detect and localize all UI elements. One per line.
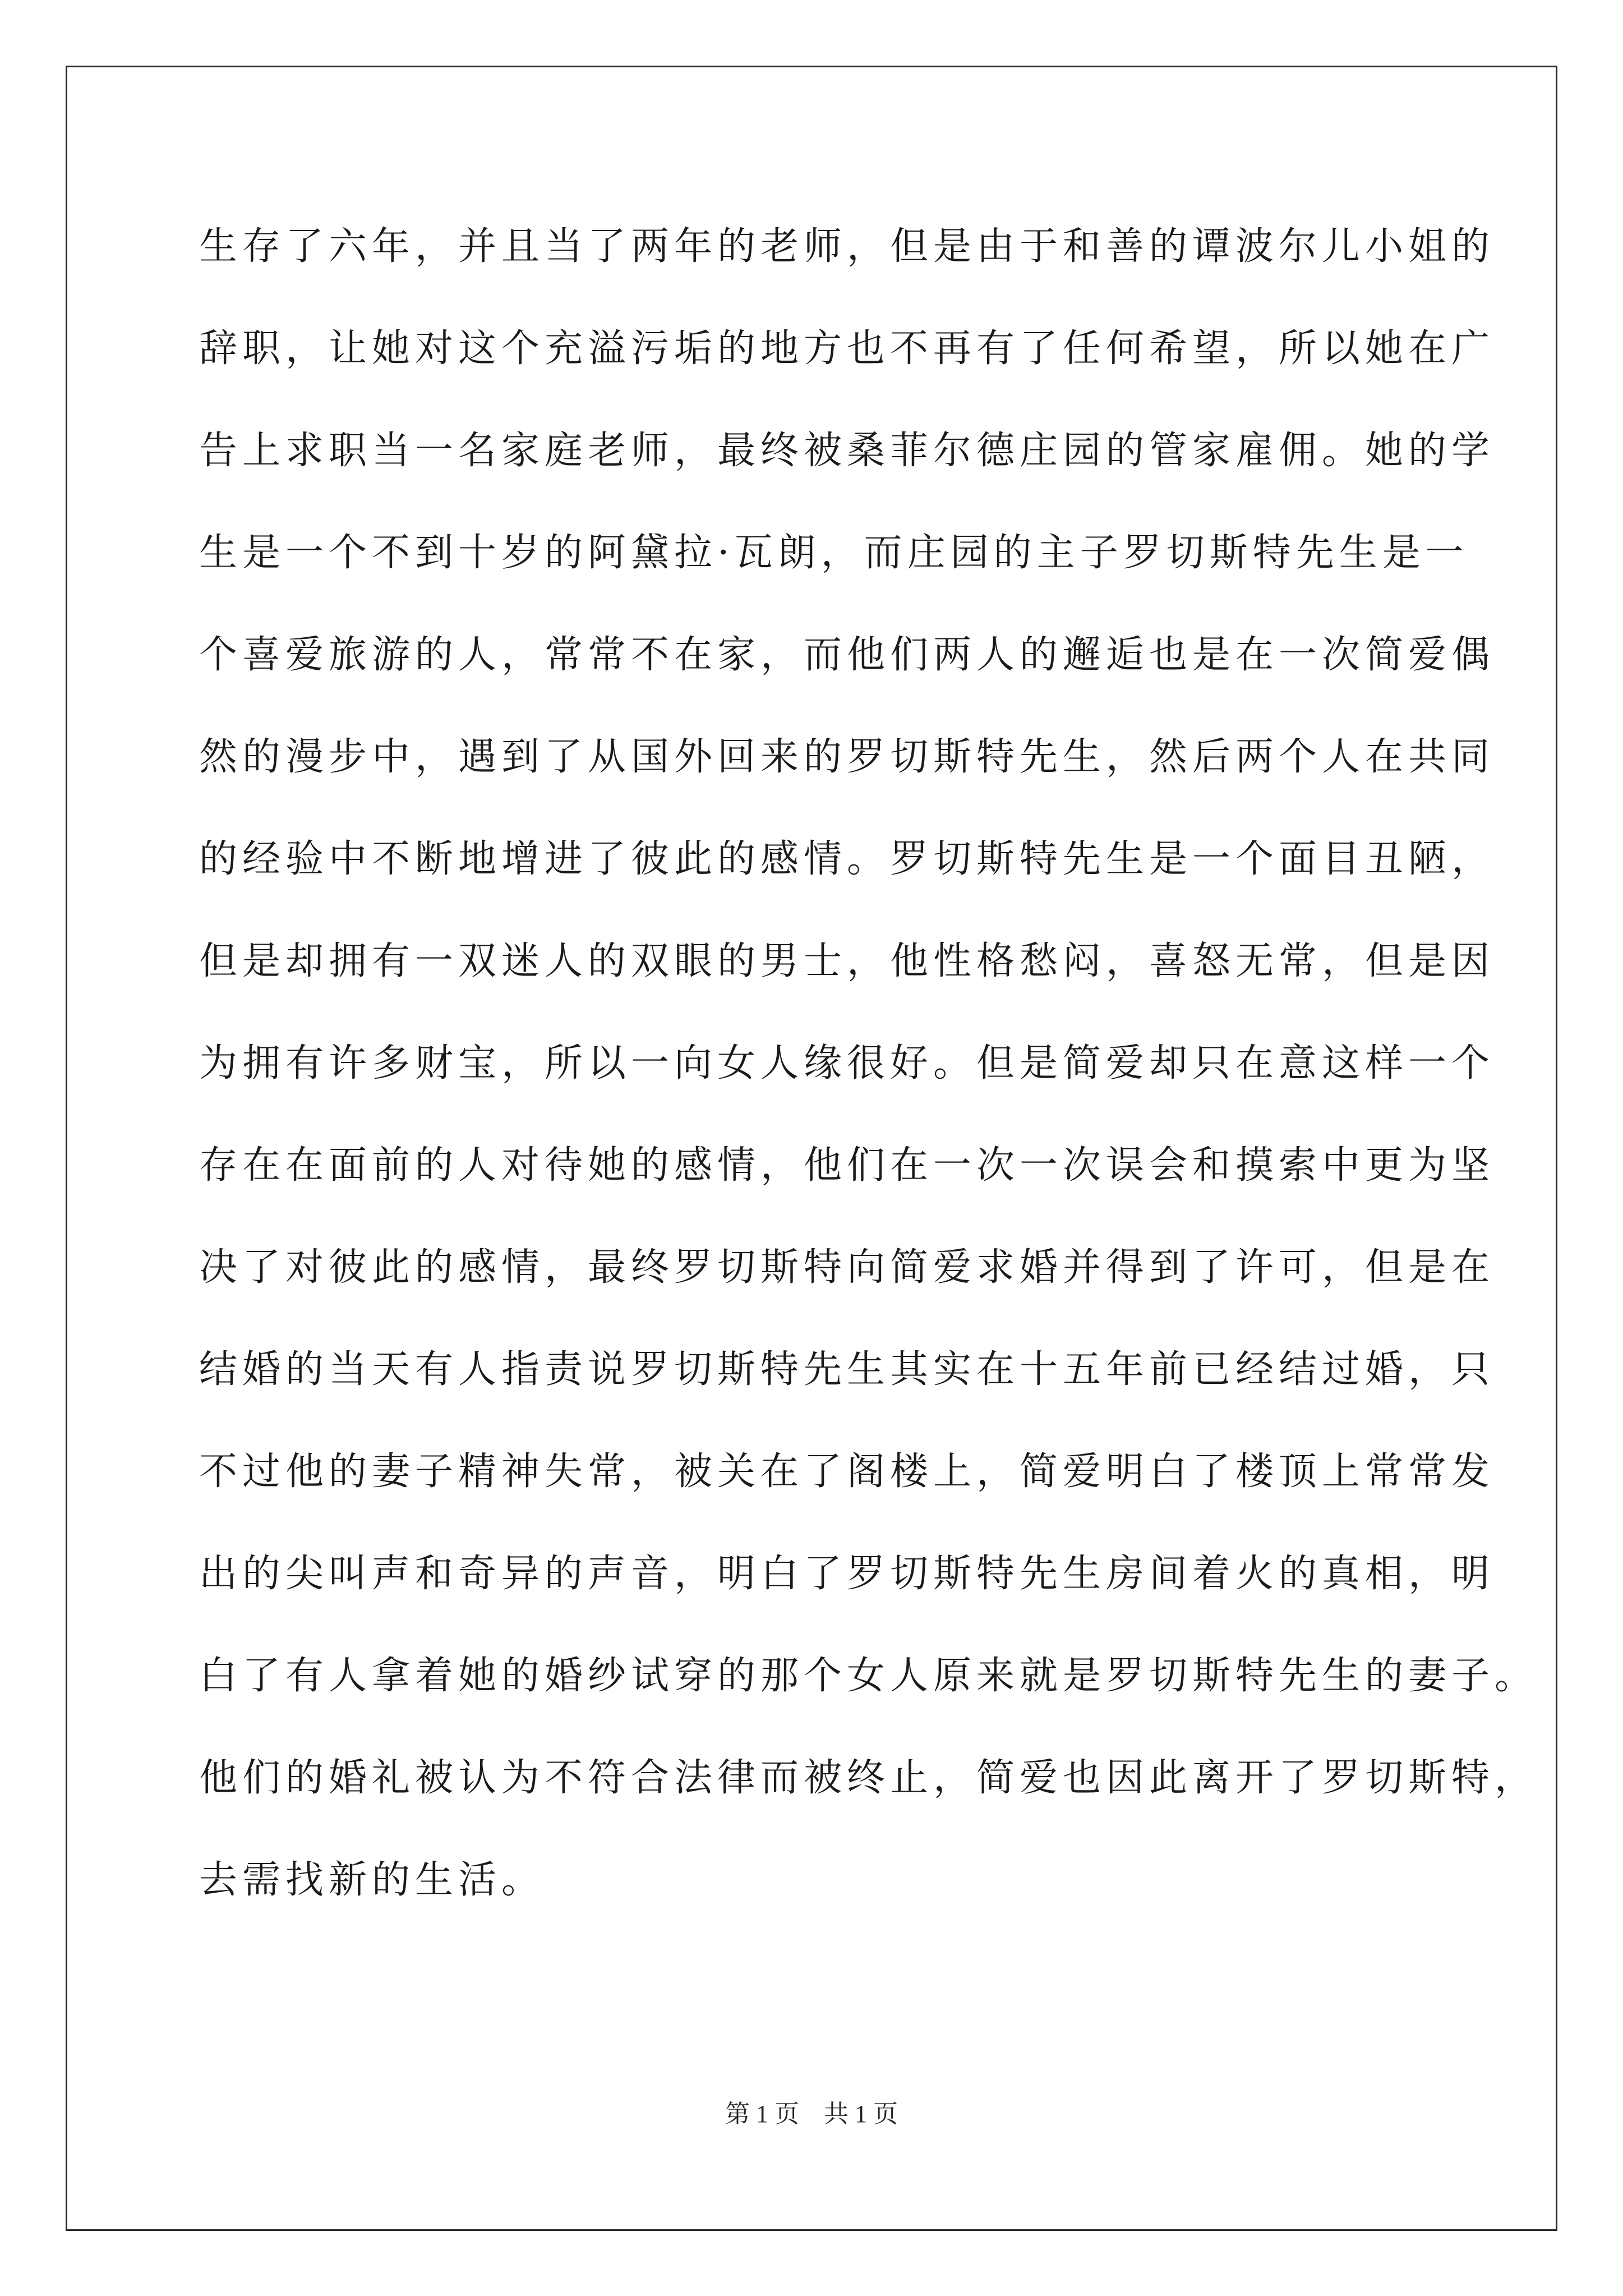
document-body: [199, 216, 1538, 1952]
text-line-2: 辞职，让她对这个充溢污垢的地方也不再有了任何希望，所以她在广: [199, 326, 1495, 371]
page-number: 第 1 页 共 1 页: [725, 2100, 898, 2128]
text-line-1: 生存了六年，并且当了两年的老师，但是由于和善的谭波尔儿小姐的: [199, 224, 1495, 269]
text-line-17: 去需找新的生活。: [199, 1858, 545, 1902]
text-line-15: 白了有人拿着她的婚纱试穿的那个女人原来就是罗切斯特先生的妻子。: [199, 1654, 1538, 1698]
text-line-3: 告上求职当一名家庭老师，最终被桑菲尔德庄园的管家雇佣。她的学: [199, 429, 1495, 473]
text-line-5: 个喜爱旅游的人，常常不在家，而他们两人的邂逅也是在一次简爱偶: [199, 633, 1495, 677]
text-line-9: 为拥有许多财宝，所以一向女人缘很好。但是简爱却只在意这样一个: [199, 1041, 1495, 1085]
text-line-14: 出的尖叫声和奇异的声音，明白了罗切斯特先生房间着火的真相，明: [199, 1552, 1495, 1596]
text-line-12: 结婚的当天有人指责说罗切斯特先生其实在十五年前已经结过婚，只: [199, 1347, 1495, 1392]
text-line-11: 决了对彼此的感情，最终罗切斯特向简爱求婚并得到了许可，但是在: [199, 1245, 1495, 1290]
text-line-7: 的经验中不断地增进了彼此的感情。罗切斯特先生是一个面目丑陋，: [199, 837, 1495, 881]
text-line-10: 存在在面前的人对待她的感情，他们在一次一次误会和摸索中更为坚: [199, 1143, 1495, 1188]
text-line-6: 然的漫步中，遇到了从国外回来的罗切斯特先生，然后两个人在共同: [199, 735, 1495, 779]
text-line-4: 生是一个不到十岁的阿黛拉·瓦朗，而庄园的主子罗切斯特先生是一: [199, 531, 1469, 575]
text-line-8: 但是却拥有一双迷人的双眼的男士，他性格愁闷，喜怒无常，但是因: [199, 939, 1495, 983]
text-line-16: 他们的婚礼被认为不符合法律而被终止，简爱也因此离开了罗切斯特，: [199, 1756, 1538, 1800]
text-line-13: 不过他的妻子精神失常，被关在了阁楼上，简爱明白了楼顶上常常发: [199, 1450, 1495, 1494]
